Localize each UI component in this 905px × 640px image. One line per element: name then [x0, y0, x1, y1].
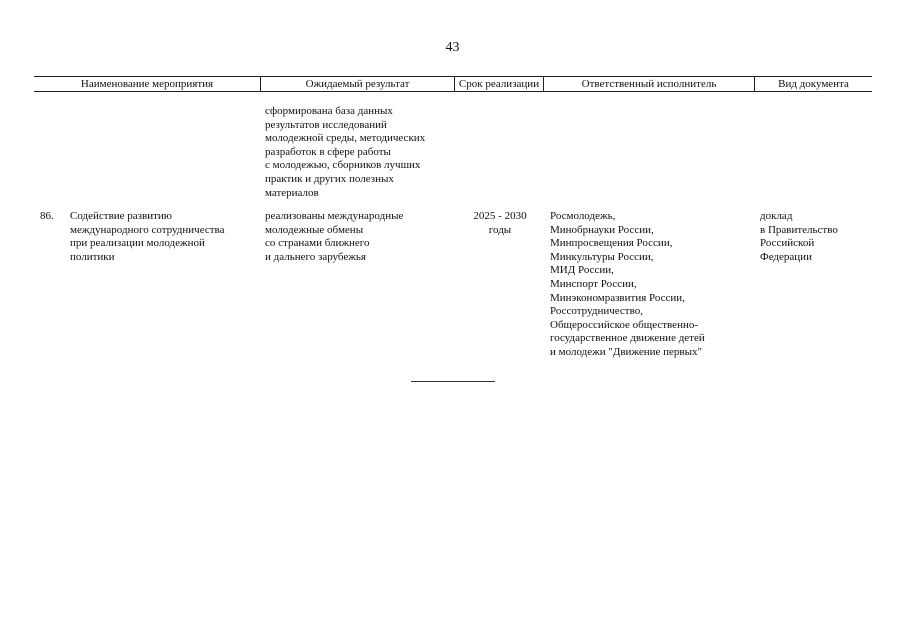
- continuation-result-text: [265, 105, 425, 200]
- text-line: результатов исследований: [265, 118, 387, 131]
- text-line: международного сотрудничества: [70, 223, 225, 236]
- text-line: Россотрудничество,: [550, 305, 643, 318]
- text-line: со странами ближнего: [265, 237, 370, 250]
- text-line: Общероссийское общественно-: [550, 318, 699, 331]
- text-line: практик и других полезных: [265, 172, 394, 185]
- header-event-name: Наименование мероприятия: [80, 78, 214, 90]
- header-expected-result: Ожидаемый результат: [305, 78, 410, 90]
- text-line: Минкультуры России,: [550, 250, 654, 263]
- document-type: [760, 210, 838, 264]
- header-executor: Ответственный исполнитель: [581, 78, 717, 90]
- text-line: Минобрнауки России,: [550, 223, 654, 236]
- page-number: 43: [445, 40, 460, 55]
- responsible-executor: [550, 210, 705, 360]
- text-line: молодежной среды, методических: [265, 132, 426, 145]
- text-line: и молодежи "Движение первых": [550, 345, 703, 358]
- text-line: реализованы международные: [265, 210, 404, 222]
- row-number: 86.: [40, 210, 54, 222]
- implementation-term: [456, 210, 544, 237]
- text-line: при реализации молодежной: [70, 237, 205, 250]
- text-line: Минспорт России,: [550, 277, 637, 290]
- text-line: Содействие развитию: [70, 210, 173, 222]
- event-name: [70, 210, 224, 264]
- text-line: 2025 - 2030: [473, 210, 527, 222]
- text-line: молодежные обмены: [265, 223, 364, 236]
- text-line: Росмолодежь,: [550, 210, 616, 222]
- end-of-page-rule: [411, 381, 495, 382]
- text-line: Минпросвещения России,: [550, 237, 673, 250]
- text-line: МИД России,: [550, 264, 614, 277]
- text-line: доклад: [760, 210, 793, 222]
- text-line: Федерации: [760, 250, 812, 263]
- text-line: государственное движение детей: [550, 332, 705, 345]
- table-header: [34, 76, 872, 92]
- header-document-type: Вид документа: [778, 78, 849, 90]
- text-line: политики: [70, 250, 115, 263]
- text-line: Минэкономразвития России,: [550, 291, 685, 304]
- text-line: разработок в сфере работы: [265, 145, 391, 158]
- text-line: и дальнего зарубежья: [265, 250, 366, 263]
- text-line: Российской: [760, 237, 815, 250]
- text-line: в Правительство: [760, 223, 838, 236]
- text-line: сформирована база данных: [265, 105, 393, 117]
- text-line: материалов: [265, 186, 319, 199]
- header-term: Срок реализации: [458, 78, 540, 90]
- text-line: с молодежью, сборников лучших: [265, 159, 421, 172]
- text-line: годы: [488, 223, 512, 236]
- expected-result: [265, 210, 403, 264]
